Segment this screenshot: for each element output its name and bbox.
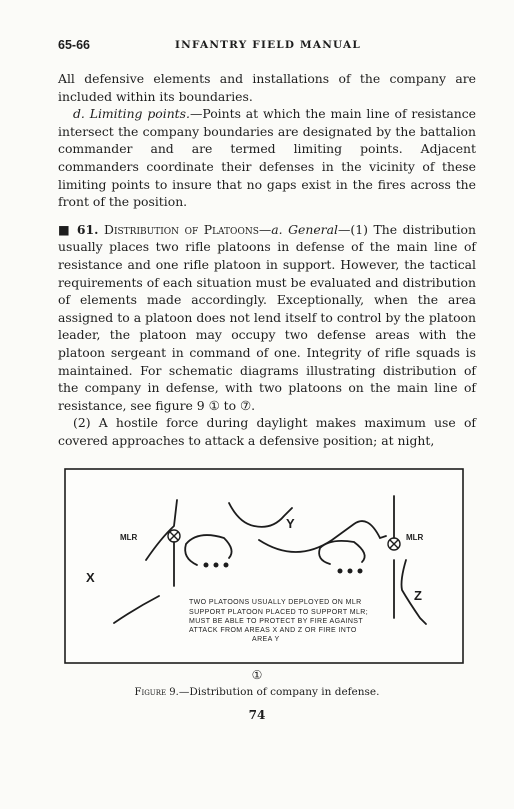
note-line-4: ATTACK FROM AREAS X AND Z OR FIRE INTO [189, 627, 357, 634]
subsection-heading: a. General [271, 221, 338, 237]
page-header [58, 38, 478, 54]
figure-caption [0, 686, 514, 698]
paragraph-boundaries: All defensive elements and installations of the company are included within its boundaries. [58, 71, 476, 104]
manual-title: INFANTRY FIELD MANUAL [175, 39, 361, 51]
label-mlr-left: MLR [120, 533, 138, 542]
page-number: 74 [248, 708, 266, 722]
section-heading: Distribution of Platoons [104, 221, 259, 237]
platoon-right-dots [338, 569, 363, 574]
paragraph-hostile-force: (2) A hostile force during daylight makes maximum use of covered approaches to attack a defensive position; at night, [58, 415, 476, 448]
note-line-5: AREA Y [252, 636, 280, 643]
limiting-points-text: —Points at which the main line of resistance intersect the company boundaries are designated by the battalion commander and are termed limiting points. Adjacent commanders coordinate their defenses in the vicinity of these limiting points to insure that no gaps exist in the fires across the front of the position. [58, 106, 476, 210]
note-line-3: MUST BE ABLE TO PROTECT BY FIRE AGAINST [189, 618, 364, 625]
platoon-left-dots [204, 563, 229, 568]
note-line-1: TWO PLATOONS USUALLY DEPLOYED ON MLR [189, 599, 362, 606]
label-area-z: Z [414, 588, 422, 603]
section-range: 65-66 [58, 38, 90, 52]
limiting-points-heading: d. Limiting points. [73, 106, 190, 122]
section-bullet: ■ [58, 221, 72, 237]
note-line-2: SUPPORT PLATOON PLACED TO SUPPORT MLR; [189, 609, 369, 616]
figure-9-diagram [64, 468, 464, 664]
paragraph-limiting-points [58, 105, 476, 211]
label-mlr-right: MLR [406, 533, 424, 542]
figure-part-marker: ① [251, 668, 263, 682]
paragraph-number: 61. [76, 221, 99, 237]
caption-prefix: Figure 9. [134, 687, 179, 698]
caption-text: —Distribution of company in defense. [178, 686, 380, 698]
paragraph-61-text: —(1) The distribution usually places two rifle platoons in defense of the main line of resistance and one rifle platoon in support. However, the tactical requirements of each situation must be evaluated and distribution of elements made accordingly. Exceptionally, when the area assigned to a platoon does not lend itself to control by the platoon leader, the platoon may occupy two defense areas with the platoon sergeant in command of one. Integrity of rifle squads is maintained. For schematic diagrams illustrating distribution of the company in defense, with two platoons on the main line of resistance, see figure 9 ① to ⑦. [58, 221, 477, 413]
label-area-y: Y [286, 516, 295, 531]
body-text [58, 70, 476, 449]
paragraph-61: ■ 61. Distribution of Platoons—a. General—(1) The distribution usually places two rifle platoons in defense of the main line of resistance and one rifle platoon in support. However, the tactical requirements of each situation must be evaluated and distribution of elements made accordingly. Exceptionally, when the area assigned to a platoon does not lend itself to control by the platoon leader, the platoon may occupy two defense areas with the platoon sergeant in command of one. Integrity of rifle squads is maintained. For schematic diagrams illustrating distribution of the company in defense, with two platoons on the main line of resistance, see figure 9 ① to ⑦. [58, 221, 477, 413]
label-area-x: X [86, 570, 95, 585]
